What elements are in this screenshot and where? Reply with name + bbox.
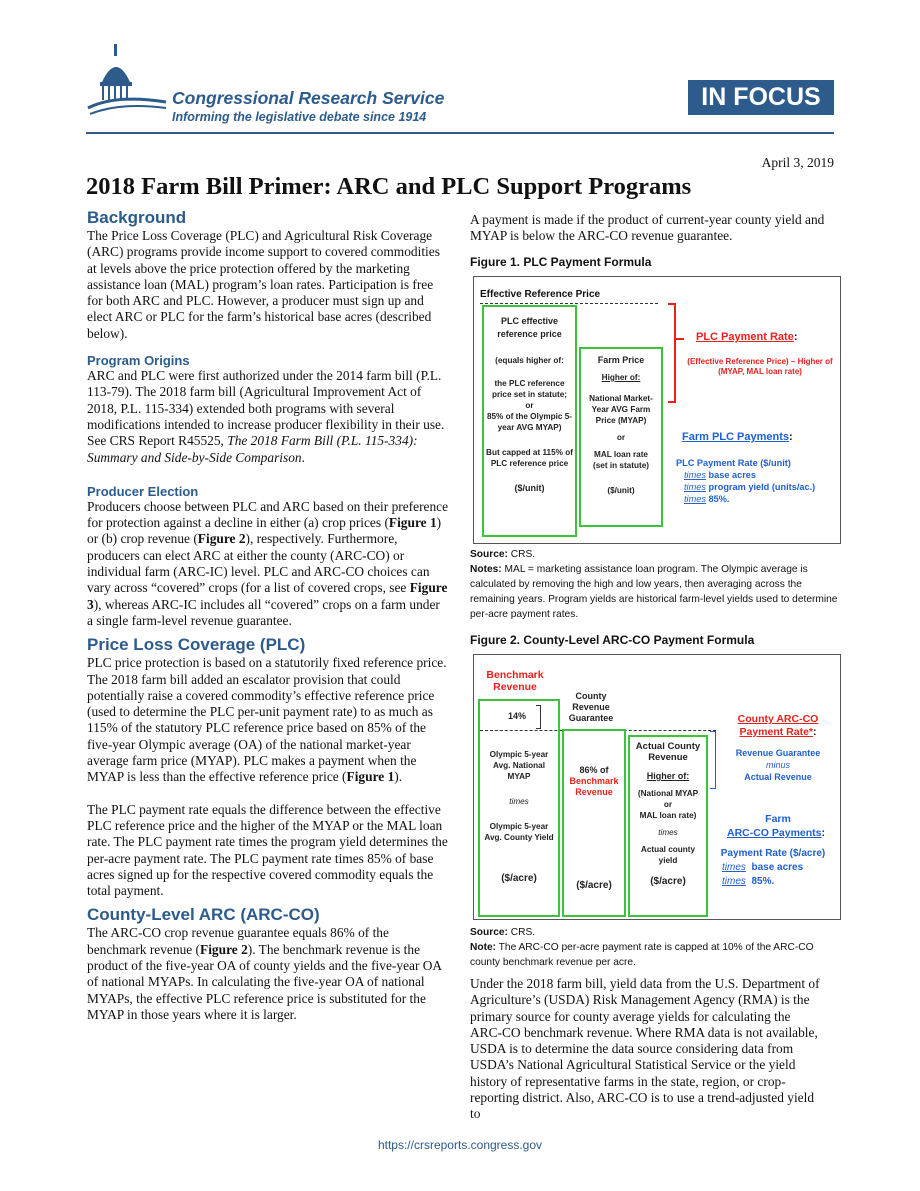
mal-label: MAL loan rate (set in statute) [593, 450, 649, 470]
org-name: Congressional Research Service [172, 88, 445, 108]
olympic-yield-label: Olympic 5-year Avg. County Yield [484, 822, 554, 842]
producer-election-heading: Producer Election [87, 483, 199, 499]
actual-county-revenue-label: Actual County Revenue [635, 741, 701, 763]
publication-date: April 3, 2019 [761, 155, 834, 170]
arcco-text: The ARC-CO crop revenue guarantee equals 86% of the benchmark revenue (Figure 2). The benchmark revenue is the product of the five-year OA of county yields and the five-year OA of national MYAPs. In calculating the five-year OA of national MYAPs, the effective PLC reference price is substituted for the MYAP in those years where it is larger. [87, 925, 442, 1022]
acre-unit: ($/acre) [576, 880, 612, 891]
arcco-payment-formula: Payment Rate ($/acre) times base acres times 85%. [706, 847, 840, 889]
plc-box-line: But capped at 115% of PLC reference price [486, 448, 573, 468]
fig2-actual-box [628, 735, 708, 917]
producer-election-text: Producers choose between PLC and ARC based on their preference for protection against a decline in either (a) crop prices (Figure 1) or (b) crop revenue (Figure 2), respectively. Furthermore, producers can elect ARC at either the county (ARC-CO) or individual farm (ARC-IC) level. PLC and ARC-CO choices can vary across “covered” crops (for a list of covered crops, see Figure 3), whereas ARC-IC includes all “covered” crops on a farm under a single farm-level revenue guarantee. [87, 498, 449, 628]
program-origins-heading: Program Origins [87, 353, 190, 369]
revenue-guarantee-label: Revenue Guarantee [735, 748, 821, 758]
figure-1-notes: Source: CRS. Notes: MAL = marketing assistance loan program. The Olympic average is calculated by removing the high and low years, then averaging across the remaining years. Program yields are historical farm-level yields used to determine per-acre payment rates. [470, 549, 838, 620]
background-text: The Price Loss Coverage (PLC) and Agricultural Risk Coverage (ARC) programs provide income support to covered commodities at levels above the price protection offered by the marketing assistance loan (MAL) program’s loan rates. Participation is free for both ARC and PLC. However, a producer must sign up and elect ARC or PLC for the farm’s historical base acres (described below). [87, 228, 440, 341]
benchmark-revenue-label: Benchmark Revenue [486, 669, 544, 693]
mal-label: MAL loan rate) [639, 811, 697, 820]
figure-1-plc-formula [473, 276, 841, 544]
times-label: times [509, 797, 529, 806]
figure-2-arcco-formula [473, 654, 841, 920]
plc-text-1: PLC price protection is based on a statutorily fixed reference price. The 2018 farm bill added an escalator provision that could potentially raise a covered commodity’s effective reference price (used to determine the PLC per-unit payment rate) to as much as 115% of the statutory PLC reference price based on 85% of the five-year Olympic average (OA) of the national market-year average farm price (MYAP). PLC makes a payment when the MYAP is less than the effective reference price (Figure 1). [87, 655, 447, 785]
right-column [470, 212, 842, 269]
olympic-myap-label: Olympic 5-year Avg. National MYAP [489, 750, 549, 781]
nat-myap-label: (National MYAP [637, 789, 699, 798]
fig2-blue-bracket [710, 731, 716, 789]
arcco-payment-rate-label: County ARC-CO Payment Rate*: [737, 713, 819, 738]
fig2-guarantee-box [562, 729, 626, 917]
fig1-plc-box [482, 305, 577, 537]
higher-of-label: Higher of: [646, 771, 690, 781]
fig1-header: Effective Reference Price [480, 289, 601, 300]
myap-label: National Market-Year AVG Farm Price (MYAP) [589, 394, 653, 425]
plc-heading: Price Loss Coverage (PLC) [87, 635, 306, 655]
farm-plc-payments-label: Farm PLC Payments: [682, 431, 793, 443]
plc-text-2: The PLC payment rate equals the difference between the effective PLC reference price and the higher of the MYAP or the MAL loan rate. The PLC payment rate times the program yield determines the per-acre payment rate. The PLC payment rate times 85% of base acres signed up for the respective covered commodity equals the total payment. [87, 801, 448, 899]
footer-url[interactable]: https://crsreports.congress.gov [377, 1138, 543, 1152]
header-rule [86, 132, 834, 134]
figure-2-notes: Source: CRS. Note: The ARC-CO per-acre payment rate is capped at 10% of the ARC-CO county benchmark revenue per acre. [470, 927, 814, 968]
pay-line: PLC Payment Rate ($/unit) [676, 458, 791, 468]
program-origins-text: ARC and PLC were first authorized under the 2014 farm bill (P.L. 113-79). The 2018 farm bill (Agricultural Improvement Act of 2018, P.L. 115-334) extended both programs with several modifications intended to increase producer flexibility in their use. See CRS Report R45525, The 2018 Farm Bill (P.L. 115-334): Summary and Side-by-Side Comparison. [87, 368, 445, 465]
in-focus-badge: IN FOCUS [688, 80, 834, 115]
plc-payment-rate-label: PLC Payment Rate: [696, 331, 798, 343]
plc-box-unit: ($/unit) [514, 483, 545, 493]
bench-rev-label: Benchmark Revenue [569, 776, 619, 797]
payment-intro-text: A payment is made if the product of current-year county yield and MYAP is below the ARC-CO revenue guarantee. [470, 212, 825, 244]
capitol-dome-icon [86, 42, 168, 124]
closing-paragraph [470, 976, 820, 1123]
crs-report-title: The 2018 Farm Bill (P.L. 115-334): Summary and Side-by-Side Comparison [87, 433, 418, 465]
times-label: times [658, 828, 678, 837]
figure-2-title: Figure 2. County-Level ARC-CO Payment Formula [470, 633, 755, 647]
county-revenue-guarantee-label: County Revenue Guarantee [568, 691, 614, 723]
pct14-label: 14% [508, 711, 527, 721]
plc-box-line: 85% of the Olympic 5-year AVG MYAP) [486, 412, 573, 432]
acre-unit: ($/acre) [501, 873, 537, 884]
fig1-red-bracket [668, 303, 676, 403]
plc-box-line: or [525, 401, 534, 410]
plc-box-title: PLC effective reference price [497, 316, 562, 339]
or-label: or [616, 433, 626, 442]
actual-revenue-label: Actual Revenue [744, 772, 812, 782]
crs-logo [86, 42, 168, 124]
acre-unit: ($/acre) [650, 876, 686, 887]
fig1-farm-price-box [579, 347, 663, 527]
arcco-payments-label: ARC-CO Payments: [726, 827, 826, 839]
farm-price-unit: ($/unit) [607, 486, 635, 495]
closing-text: Under the 2018 farm bill, yield data from the U.S. Department of Agriculture’s (USDA) Risk Management Agency (RMA) is the primary source for county average yields for calculating the ARC-CO benchmark revenue. Where RMA data is not available, USDA is to determine the data source considering data from USDA’s National Agricultural Statistical Service or the yield history of representative farms in the state, region, or crop-reporting district. Also, ARC-CO is to use a trend-adjusted yield to [470, 976, 820, 1122]
background-heading: Background [87, 208, 187, 227]
pct86-label: 86% of [579, 765, 609, 775]
org-tagline: Informing the legislative debate since 1914 [172, 110, 427, 124]
plc-payment-formula: PLC Payment Rate ($/unit) times base acres times program yield (units/ac.) times 85%. [676, 457, 838, 505]
fig2-benchmark-box [478, 699, 560, 917]
page-title: 2018 Farm Bill Primer: ARC and PLC Support Programs [86, 173, 692, 200]
actual-yield-label: Actual county yield [640, 845, 696, 865]
plc-box-line: the PLC reference price set in statute; [491, 379, 568, 399]
higher-of-label: Higher of: [601, 373, 641, 382]
figure-1-title: Figure 1. PLC Payment Formula [470, 254, 652, 269]
farm-price-label: Farm Price [597, 355, 645, 365]
or-label: or [663, 800, 673, 809]
farm-label: Farm [765, 813, 791, 825]
plc-payment-rate-formula: (Effective Reference Price) – Higher of (MYAP, MAL loan rate) [687, 357, 833, 376]
arcco-heading: County-Level ARC (ARC-CO) [87, 905, 320, 925]
fig1-dashed-line [480, 303, 658, 304]
plc-box-line: (equals higher of: [495, 356, 564, 365]
minus-label: minus [765, 760, 790, 770]
left-column [87, 208, 449, 1023]
payment-rate-label: Payment Rate ($/acre) [720, 848, 826, 859]
arcco-rate-formula [720, 747, 836, 783]
fig1-bracket-tick [676, 338, 684, 340]
